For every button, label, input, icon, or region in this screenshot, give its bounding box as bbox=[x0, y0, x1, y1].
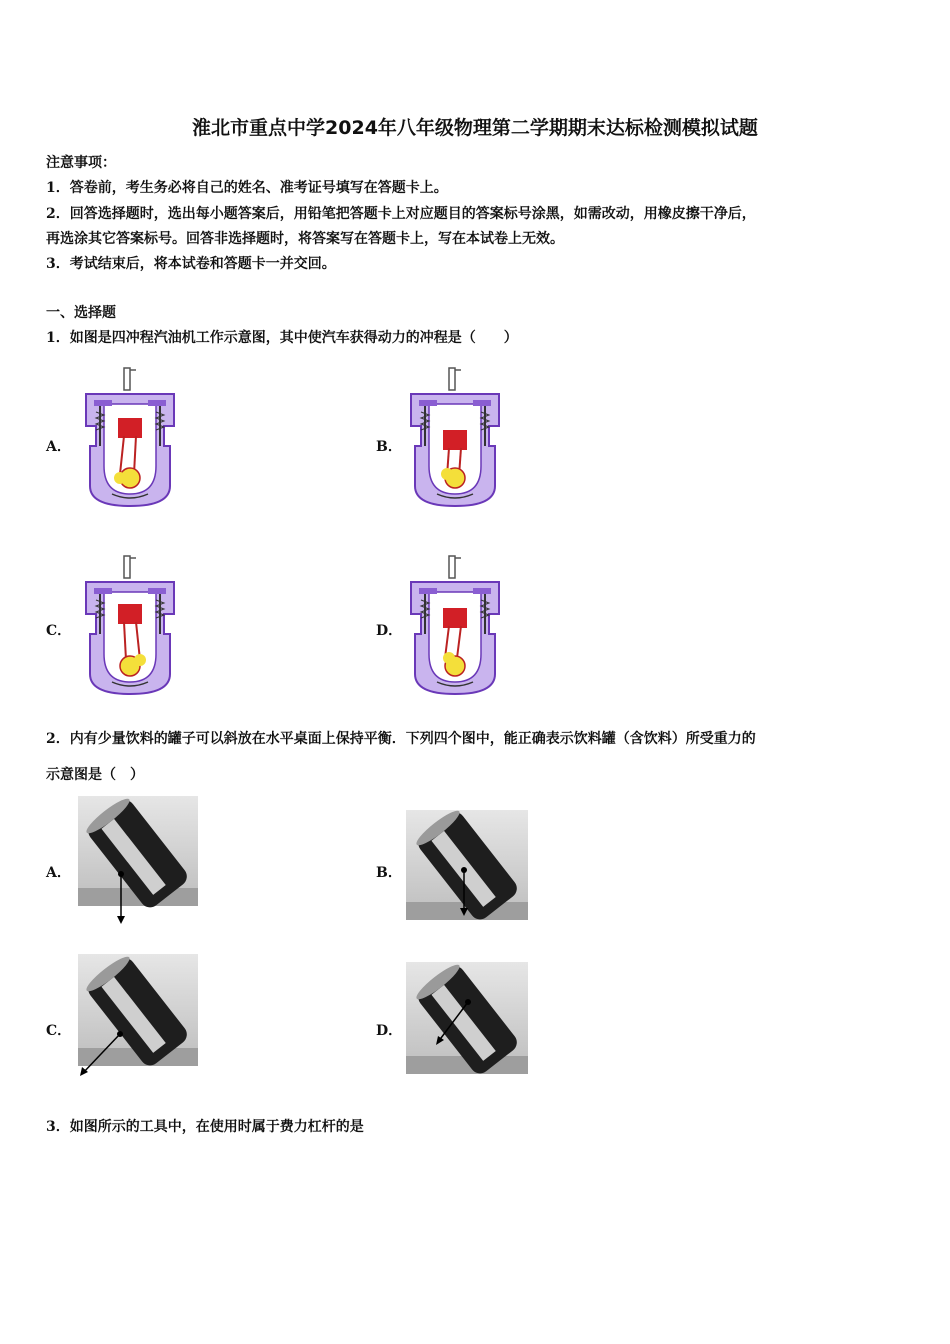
note-item-2: 2．回答选择题时，选出每小题答案后，用铅笔把答题卡上对应题目的答案标号涂黑，如需改动，用橡皮擦干净后， bbox=[46, 206, 756, 222]
q2-option-a-label[interactable]: A． bbox=[46, 865, 71, 881]
question-3-stem: 3．如图所示的工具中，在使用时属于费力杠杆的是 bbox=[46, 1119, 364, 1135]
note-item-2-cont: 再选涂其它答案标号。回答非选择题时，将答案写在答题卡上，写在本试卷上无效。 bbox=[46, 231, 564, 247]
question-2-stem: 2．内有少量饮料的罐子可以斜放在水平桌面上保持平衡．下列四个图中，能正确表示饮料罐（含饮料）所受重力的 bbox=[46, 731, 756, 747]
q1-option-a-label[interactable]: A． bbox=[46, 439, 71, 455]
can-photo-d bbox=[406, 962, 530, 1076]
page-title: 淮北市重点中学2024年八年级物理第二学期期末达标检测模拟试题 bbox=[192, 117, 758, 139]
can-photo-a bbox=[78, 796, 200, 930]
q2-option-c-label[interactable]: C． bbox=[46, 1023, 72, 1039]
section-heading: 一、选择题 bbox=[46, 305, 116, 321]
engine-diagram-b bbox=[405, 366, 505, 511]
engine-diagram-c bbox=[80, 554, 180, 699]
q2-option-b-label[interactable]: B． bbox=[376, 865, 402, 881]
can-photo-c bbox=[76, 954, 200, 1080]
q2-option-d-label[interactable]: D． bbox=[376, 1023, 403, 1039]
notes-heading: 注意事项： bbox=[46, 155, 116, 171]
q1-option-c-label[interactable]: C． bbox=[46, 623, 72, 639]
question-2-stem-cont: 示意图是（ ） bbox=[46, 767, 144, 783]
engine-diagram-d bbox=[405, 554, 505, 699]
engine-diagram-a bbox=[80, 366, 180, 511]
q1-option-b-label[interactable]: B． bbox=[376, 439, 402, 455]
note-item-3: 3．考试结束后，将本试卷和答题卡一并交回。 bbox=[46, 256, 336, 272]
q1-option-d-label[interactable]: D． bbox=[376, 623, 403, 639]
note-item-1: 1．答卷前，考生务必将自己的姓名、准考证号填写在答题卡上。 bbox=[46, 180, 448, 196]
question-1-stem: 1．如图是四冲程汽油机工作示意图，其中使汽车获得动力的冲程是（ ） bbox=[46, 330, 518, 346]
can-photo-b bbox=[406, 810, 530, 922]
